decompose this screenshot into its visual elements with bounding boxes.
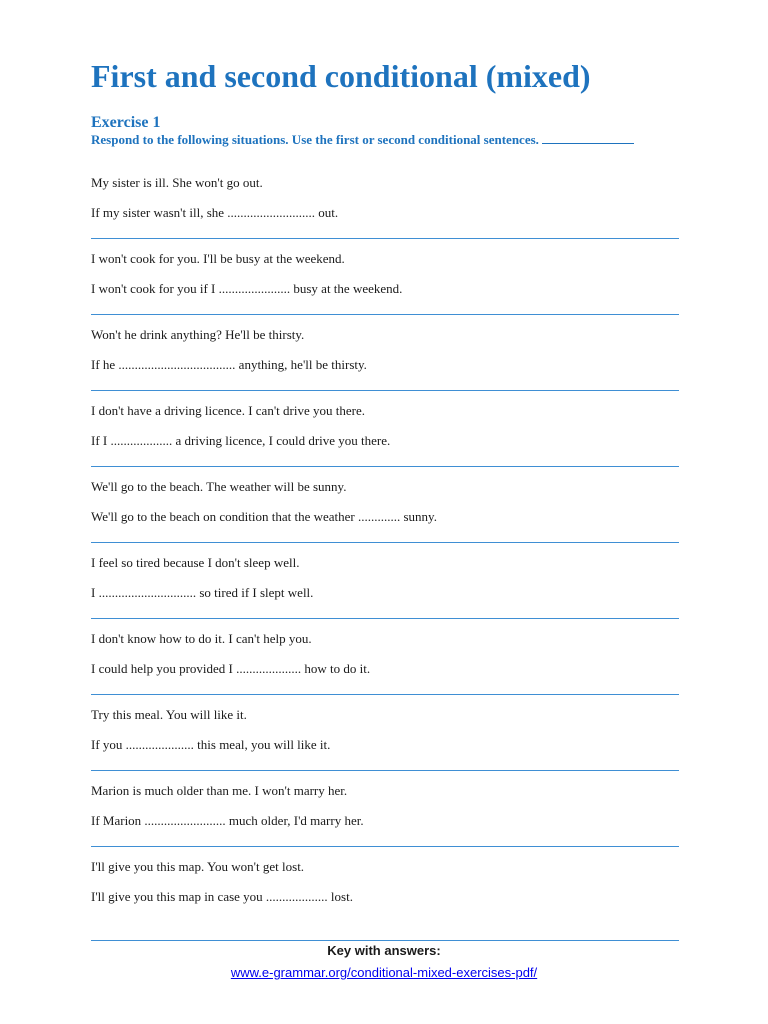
item-situation: I feel so tired because I don't sleep well. (91, 555, 300, 570)
exercise-item (91, 847, 679, 941)
item-prompt: We'll go to the beach on condition that the weather ............. sunny. (91, 509, 437, 524)
item-prompt: If you ..................... this meal, you will like it. (91, 737, 331, 752)
exercise-instruction (91, 132, 679, 148)
instruction-blank-line (542, 132, 634, 144)
exercise-item (91, 163, 679, 239)
exercise-item (91, 239, 679, 315)
item-prompt: I'll give you this map in case you ................... lost. (91, 889, 353, 904)
item-prompt: I won't cook for you if I ...................... busy at the weekend. (91, 281, 403, 296)
instruction-text: Respond to the following situations. Use the first or second conditional sentences. (91, 132, 539, 147)
item-situation: I won't cook for you. I'll be busy at the weekend. (91, 251, 345, 266)
item-situation: We'll go to the beach. The weather will be sunny. (91, 479, 347, 494)
exercise-items (91, 163, 679, 941)
item-prompt: If he .................................... anything, he'll be thirsty. (91, 357, 367, 372)
item-prompt: I could help you provided I .................... how to do it. (91, 661, 371, 676)
exercise-heading: Exercise 1 (91, 114, 161, 131)
answer-key-label: Key with answers: (327, 943, 441, 958)
exercise-item (91, 771, 679, 847)
page-title: First and second conditional (mixed) (91, 58, 591, 94)
answer-key-link[interactable]: www.e-grammar.org/conditional-mixed-exercises-pdf/ (230, 965, 538, 980)
item-prompt: If my sister wasn't ill, she ........................... out. (91, 205, 339, 220)
exercise-item (91, 619, 679, 695)
item-prompt: If I ................... a driving licence, I could drive you there. (91, 433, 391, 448)
answer-key (0, 942, 768, 982)
worksheet (91, 56, 679, 941)
item-situation: Won't he drink anything? He'll be thirsty. (91, 327, 305, 342)
item-situation: I'll give you this map. You won't get lost. (91, 859, 305, 874)
item-situation: My sister is ill. She won't go out. (91, 175, 263, 190)
exercise-item (91, 315, 679, 391)
item-situation: Marion is much older than me. I won't marry her. (91, 783, 348, 798)
item-situation: I don't have a driving licence. I can't drive you there. (91, 403, 365, 418)
exercise-item (91, 695, 679, 771)
exercise-item (91, 391, 679, 467)
item-situation: I don't know how to do it. I can't help you. (91, 631, 312, 646)
exercise-item (91, 467, 679, 543)
item-prompt: I .............................. so tired if I slept well. (91, 585, 314, 600)
exercise-item (91, 543, 679, 619)
item-situation: Try this meal. You will like it. (91, 707, 247, 722)
item-prompt: If Marion ......................... much older, I'd marry her. (91, 813, 364, 828)
